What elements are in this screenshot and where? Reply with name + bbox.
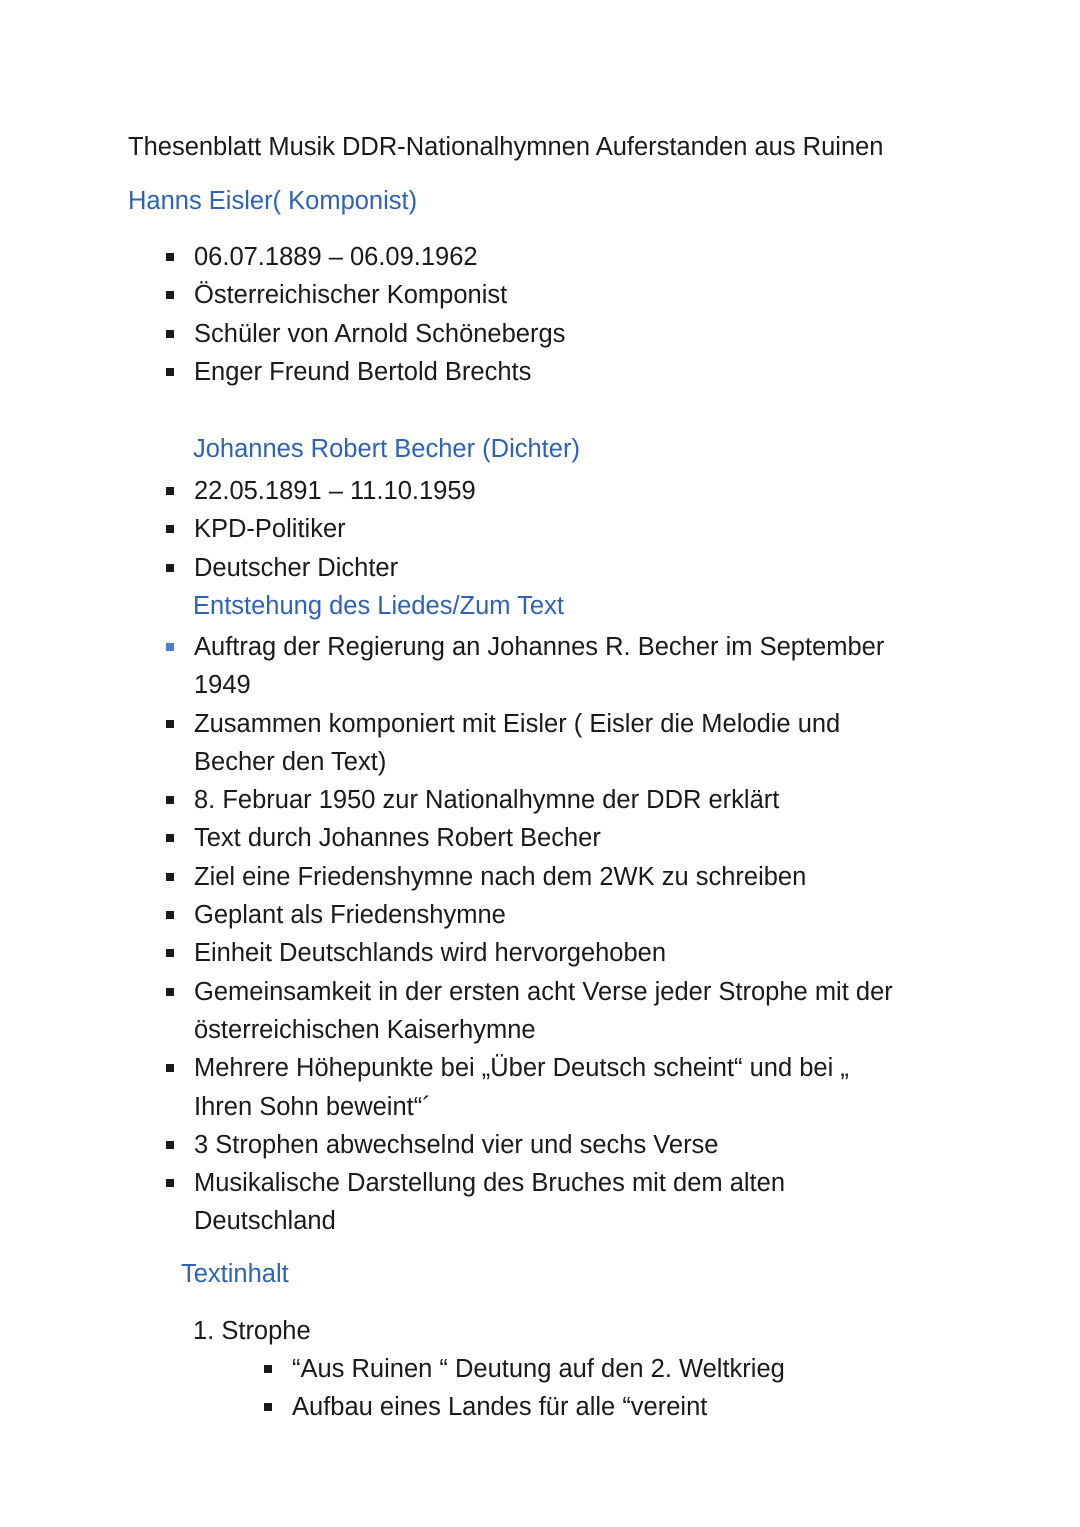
- numbered-item-strophe: 1. Strophe: [193, 1317, 311, 1345]
- square-bullet-icon: [166, 291, 174, 299]
- list-item: Deutscher Dichter: [128, 549, 476, 587]
- square-bullet-icon: [166, 525, 174, 533]
- list-eisler: [128, 238, 565, 391]
- square-bullet-icon: [166, 873, 174, 881]
- heading-entstehung: Entstehung des Liedes/Zum Text: [193, 592, 564, 620]
- square-bullet-icon: [166, 834, 174, 842]
- list-item: 06.07.1889 – 06.09.1962: [128, 238, 565, 276]
- list-strophe: [226, 1350, 785, 1427]
- heading-hanns-eisler: Hanns Eisler( Komponist): [128, 187, 418, 215]
- heading-johannes-becher: Johannes Robert Becher (Dichter): [193, 435, 580, 463]
- list-item: Auftrag der Regierung an Johannes R. Becher im September 1949: [128, 628, 893, 705]
- list-item: Ziel eine Friedenshymne nach dem 2WK zu schreiben: [128, 858, 893, 896]
- heading-textinhalt: Textinhalt: [181, 1260, 289, 1288]
- square-bullet-icon: [166, 1141, 174, 1149]
- list-item: Enger Freund Bertold Brechts: [128, 353, 565, 391]
- square-bullet-icon: [166, 988, 174, 996]
- square-bullet-icon: [166, 1064, 174, 1072]
- list-item: “Aus Ruinen “ Deutung auf den 2. Weltkrieg: [226, 1350, 785, 1388]
- list-item: Text durch Johannes Robert Becher: [128, 819, 893, 857]
- document-title: Thesenblatt Musik DDR-Nationalhymnen Auferstanden aus Ruinen: [128, 133, 884, 161]
- square-bullet-icon: [166, 487, 174, 495]
- list-entstehung: [128, 628, 893, 1241]
- list-item: Mehrere Höhepunkte bei „Über Deutsch scheint“ und bei „ Ihren Sohn beweint“´: [128, 1049, 893, 1126]
- square-bullet-icon: [166, 911, 174, 919]
- square-bullet-icon: [166, 720, 174, 728]
- list-item: Aufbau eines Landes für alle “vereint: [226, 1388, 785, 1426]
- square-bullet-icon: [264, 1365, 272, 1373]
- square-bullet-icon: [166, 253, 174, 261]
- list-item: Einheit Deutschlands wird hervorgehoben: [128, 934, 893, 972]
- list-item: KPD-Politiker: [128, 510, 476, 548]
- square-bullet-icon: [166, 330, 174, 338]
- list-item: Zusammen komponiert mit Eisler ( Eisler die Melodie und Becher den Text): [128, 705, 893, 782]
- square-bullet-icon: [166, 564, 174, 572]
- list-item: Schüler von Arnold Schönebergs: [128, 315, 565, 353]
- list-item: Gemeinsamkeit in der ersten acht Verse jeder Strophe mit der österreichischen Kaiserhymne: [128, 973, 893, 1050]
- square-bullet-icon: [264, 1403, 272, 1411]
- list-becher: [128, 472, 476, 587]
- square-bullet-icon: [166, 643, 174, 651]
- square-bullet-icon: [166, 1179, 174, 1187]
- list-item: 3 Strophen abwechselnd vier und sechs Verse: [128, 1126, 893, 1164]
- list-item: 22.05.1891 – 11.10.1959: [128, 472, 476, 510]
- list-item: Geplant als Friedenshymne: [128, 896, 893, 934]
- list-item: Musikalische Darstellung des Bruches mit dem alten Deutschland: [128, 1164, 893, 1241]
- square-bullet-icon: [166, 368, 174, 376]
- list-item: 8. Februar 1950 zur Nationalhymne der DDR erklärt: [128, 781, 893, 819]
- list-item: Österreichischer Komponist: [128, 276, 565, 314]
- square-bullet-icon: [166, 949, 174, 957]
- square-bullet-icon: [166, 796, 174, 804]
